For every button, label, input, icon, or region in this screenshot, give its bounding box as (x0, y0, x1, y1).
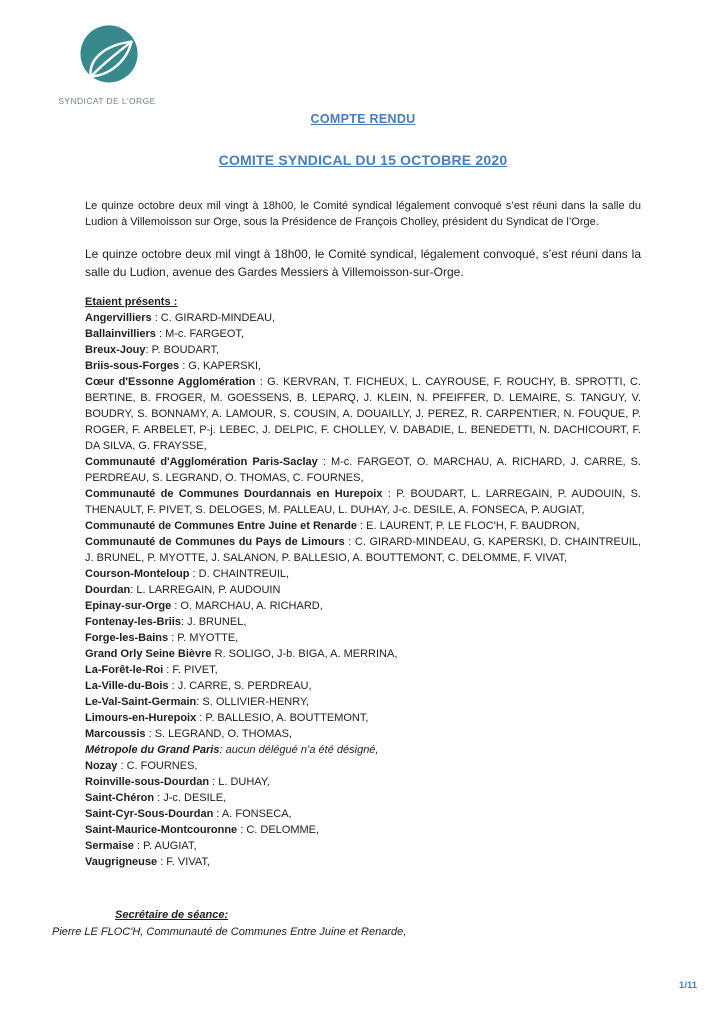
attendee-commune: Fontenay-les-Briis (85, 616, 181, 628)
intro-paragraph-2: Le quinze octobre deux mil vingt à 18h00, le Comité syndical, légalement convoqué, s’est réuni dans la salle du Ludion, avenue des Gardes Messiers à Villemoisson-sur-Orge. (85, 247, 641, 279)
attendee-names: : L. DUHAY, (209, 776, 270, 788)
attendee-entry (85, 598, 641, 614)
attendee-entry (85, 678, 641, 694)
attendee-entry (85, 310, 641, 326)
attendee-entry (85, 582, 641, 598)
attendee-entry (85, 534, 641, 566)
intro-paragraph-1: Le quinze octobre deux mil vingt à 18h00, le Comité syndical légalement convoqué s’est réuni dans la salle du Ludion à Villemoisson sur Orge, sous la Présidence de François Cholley, président du Syndicat de l’Orge. (85, 200, 641, 228)
attendee-names: : D. CHAINTREUIL, (189, 568, 290, 580)
attendee-names: : P. AUGIAT, (133, 840, 197, 852)
attendee-commune: Breux-Jouy (85, 344, 146, 356)
attendee-commune: Grand Orly Seine Bièvre (85, 648, 212, 660)
secretary-heading: Secrétaire de séance: (115, 909, 229, 921)
attendee-names: : C. GIRARD-MINDEAU, G. KAPERSKI, D. CHAINTREUIL, J. BRUNEL, P. MYOTTE, J. SALANON, P. BALLESIO, A. BOUTTEMONT, C. DELOMME, F. VIVAT, (85, 536, 641, 564)
attendee-commune: Saint-Maurice-Montcouronne (85, 824, 238, 836)
attendee-entry (85, 630, 641, 646)
attendee-names: : J. BRUNEL, (180, 616, 247, 628)
attendee-names: : P. BOUDART, L. LARREGAIN, P. AUDOUIN, S. THENAULT, F. PIVET, S. DELOGES, M. PALLEAU, L. DUHAY, J-c. DESILE, A. FONSECA, P. AUGIAT, (85, 488, 641, 516)
attendee-names: : C. DELOMME, (237, 824, 320, 836)
document-content (52, 0, 642, 941)
attendee-entry (85, 454, 641, 486)
attendee-entry (85, 790, 641, 806)
attendee-entry (85, 358, 641, 374)
attendee-entry (85, 710, 641, 726)
attendee-names: : aucun délégué n’a été désigné, (219, 744, 379, 756)
attendee-commune: Dourdan (85, 584, 131, 596)
attendee-entry (85, 486, 641, 518)
page-number: 1/11 (679, 980, 697, 991)
attendee-names: : C. GIRARD-MINDEAU, (151, 312, 276, 324)
attendee-names: : J-c. DESILE, (154, 792, 227, 804)
attendee-names: : L. LARREGAIN, P. AUDOUIN (130, 584, 281, 596)
attendee-entry (85, 726, 641, 742)
attendee-commune: Le-Val-Saint-Germain (85, 696, 197, 708)
attendee-names: : P. MYOTTE, (168, 632, 239, 644)
document-title: COMPTE RENDU (310, 112, 416, 126)
attendee-names: : F. PIVET, (163, 664, 218, 676)
attendee-entry (85, 854, 641, 870)
attendee-entry (85, 374, 641, 454)
attendee-names: : M-c. FARGEOT, O. MARCHAU, A. RICHARD, J. CARRE, S. PERDREAU, S. LEGRAND, O. THOMAS, C. FOURNES, (85, 456, 641, 484)
attendee-names: : G. KAPERSKI, (179, 360, 262, 372)
secretary-section (52, 907, 641, 941)
attendee-commune: Vaugrigneuse (85, 856, 158, 868)
attendee-entry (85, 518, 641, 534)
attendee-commune: La-Forêt-le-Roi (85, 664, 164, 676)
attendee-entry (85, 742, 641, 758)
attendee-names: : P. BOUDART, (145, 344, 220, 356)
attendee-entry (85, 838, 641, 854)
attendees-list (85, 310, 641, 870)
attendee-commune: Limours-en-Hurepoix (85, 712, 197, 724)
attendee-entry (85, 694, 641, 710)
attendee-names: : O. MARCHAU, A. RICHARD, (171, 600, 323, 612)
attendee-commune: Courson-Monteloup (85, 568, 190, 580)
attendee-entry (85, 822, 641, 838)
attendee-commune: La-Ville-du-Bois (85, 680, 169, 692)
logo-text: SYNDICAT DE L'ORGE (58, 96, 156, 106)
attendee-commune: Métropole du Grand Paris (85, 744, 220, 756)
attendee-commune: Cœur d'Essonne Agglomération (85, 376, 256, 388)
attendee-names: : P. BALLESIO, A. BOUTTEMONT, (196, 712, 369, 724)
document-subtitle: COMITE SYNDICAL DU 15 OCTOBRE 2020 (218, 152, 508, 168)
attendee-commune: Epinay-sur-Orge (85, 600, 172, 612)
attendee-names: R. SOLIGO, J-b. BIGA, A. MERRINA, (211, 648, 398, 660)
attendee-names: : G. KERVRAN, T. FICHEUX, L. CAYROUSE, F. ROUCHY, B. SPROTTI, C. BERTINE, B. FROGER, M. GOESSENS, B. LEPARQ, J. KLEIN, N. PFEIFFER, D. LEMAIRE, S. TANGUY, V. BOUDRY, S. BONNAMY, A. LAMOUR, S. COUSIN, A. DOUAILLY, J. PEREZ, R. CARPENTIER, N. FOUQUE, P. ROGER, F. ARBELET, P-j. LEBEC, J. DELPIC, F. CHOLLEY, V. DABADIE, L. BENEDETTI, N. DACHICOURT, F. DA SILVA, G. FRAYSSE, (85, 376, 642, 452)
attendee-names: : E. LAURENT, P. LE FLOC'H, F. BAUDRON, (357, 520, 580, 532)
attendees-heading: Etaient présents : (85, 296, 178, 308)
attendee-names: : S. LEGRAND, O. THOMAS, (145, 728, 293, 740)
attendee-entry (85, 326, 641, 342)
attendee-names: : S. OLLIVIER-HENRY, (196, 696, 309, 708)
attendee-names: : C. FOURNES, (117, 760, 198, 772)
attendee-commune: Roinville-sous-Dourdan (85, 776, 210, 788)
attendee-commune: Communauté d'Agglomération Paris-Saclay (85, 456, 318, 468)
secretary-name: Pierre LE FLOC'H, Communauté de Communes Entre Juine et Renarde, (52, 926, 407, 938)
attendee-entry (85, 806, 641, 822)
attendee-entry (85, 646, 641, 662)
attendee-commune: Communauté de Communes Dourdannais en Hurepoix (85, 488, 383, 500)
attendee-entry (85, 662, 641, 678)
attendee-commune: Briis-sous-Forges (85, 360, 180, 372)
attendee-commune: Communauté de Communes Entre Juine et Renarde (85, 520, 357, 532)
attendee-commune: Ballainvilliers (85, 328, 156, 340)
attendee-entry (85, 342, 641, 358)
attendee-commune: Saint-Cyr-Sous-Dourdan (85, 808, 214, 820)
attendee-names: : J. CARRE, S. PERDREAU, (168, 680, 312, 692)
attendee-commune: Saint-Chéron (85, 792, 155, 804)
attendee-entry (85, 774, 641, 790)
attendee-commune: Communauté de Communes du Pays de Limours (85, 536, 345, 548)
attendee-commune: Sermaise (85, 840, 134, 852)
attendee-commune: Marcoussis (85, 728, 146, 740)
attendee-commune: Angervilliers (85, 312, 152, 324)
attendee-entry (85, 758, 641, 774)
attendee-names: : M-c. FARGEOT, (155, 328, 244, 340)
attendee-names: : A. FONSECA, (213, 808, 292, 820)
attendee-entry (85, 614, 641, 630)
attendee-entry (85, 566, 641, 582)
attendee-commune: Nozay (85, 760, 118, 772)
attendee-commune: Forge-les-Bains (85, 632, 169, 644)
attendee-names: : F. VIVAT, (157, 856, 210, 868)
